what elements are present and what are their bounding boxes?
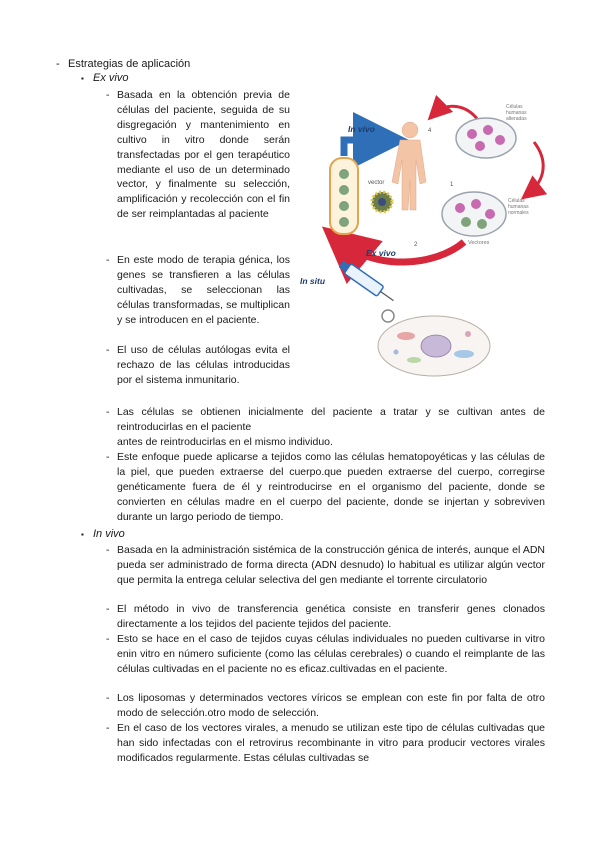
list-item: - Esto se hace en el caso de tejidos cuyas células individuales no pueden cultivarse in vitro enin vitro en número suficiente (como las células cerebrales) o cuando el reimplante de las células cultivadas en el paciente no es eficaz.cultivadas en el paciente. (106, 633, 545, 675)
human-body-icon (392, 122, 426, 210)
altered-cells-label: alteradas (506, 116, 527, 122)
arrow-to-body (434, 106, 478, 120)
in-situ-label: In situ (300, 276, 326, 286)
step-number: 2 (414, 242, 418, 248)
bullet-marker: ▪ (81, 530, 84, 539)
list-item: - Basada en la obtención previa de células del paciente, seguida de su disgregación y mantenimiento en cultivo in vitro donde serán transfectadas por el gen terapéutico mediante el uso de un determinado vector, y finalmente su selección, amplificación y recolección con el fin de ser reimplantadas al paciente (106, 89, 290, 221)
list-item: - Basada en la administración sistémica de la construcción génica de interés, aunque el ADN pueda ser administrado de forma directa (ADN desnudo) lo habitual es utilizar algún vector que permita la entrega celular selectiva del gen mediante el torrente circulatorio (106, 544, 545, 586)
dash-marker: - (106, 603, 110, 615)
list-item: - Las células se obtienen inicialmente del paciente a tratar y se cultivan antes de reintroducirlas en el paciente (106, 406, 545, 433)
step-number: 1 (450, 182, 454, 188)
altered-cells-label: humanas (506, 110, 527, 116)
dash-marker: - (106, 692, 110, 704)
arrow-down-right (528, 142, 543, 194)
dash-marker: - (106, 451, 110, 463)
dash-marker: - (106, 254, 110, 266)
syringe-icon (338, 259, 397, 306)
dash-marker: - (56, 58, 60, 70)
list-item: - En el caso de los vectores virales, a menudo se utilizan este tipo de células cultivadas que han sido infectadas con el retrovirus recombinante in vitro para producir vectores virales modificados regularmente. Estas células cultivadas se (106, 722, 545, 764)
list-item: - El método in vivo de transferencia genética consiste en transferir genes clonados directamente a los tejidos del paciente tejidos del paciente. (106, 603, 545, 630)
dash-marker: - (106, 633, 110, 645)
list-item: - El uso de células autólogas evita el rechazo de las células introducidas por el sistema inmunitario. (106, 344, 290, 386)
normal-cells-dish-icon (442, 192, 506, 236)
list-item: - Los liposomas y determinados vectores víricos se emplean con este fin por falta de otro modo de selección.otro modo de selección. (106, 692, 545, 719)
list-item-continuation: antes de reintroducirlas en el mismo individuo. (117, 436, 333, 448)
ex-vivo-title: Ex vivo (93, 72, 129, 84)
in-vivo-label: In vivo (348, 124, 375, 134)
in-vivo-arrow (344, 140, 388, 156)
dash-marker: - (106, 89, 110, 101)
normal-cells-label: humanas (508, 204, 529, 210)
normal-cells-label: normales (508, 210, 529, 216)
circle-arrow-icon (382, 310, 394, 322)
dash-marker: - (106, 344, 110, 356)
normal-cells-label: Células (508, 198, 525, 204)
gene-therapy-diagram (296, 90, 552, 380)
in-vivo-title: In vivo (93, 528, 125, 540)
section-heading: - Estrategias de aplicación (56, 58, 191, 70)
ex-vivo-label: Ex vivo (366, 248, 396, 258)
step-number: 4 (428, 128, 432, 134)
dash-marker: - (106, 406, 110, 418)
dash-marker: - (106, 544, 110, 556)
virus-vector-icon (372, 192, 392, 212)
list-item: - Este enfoque puede aplicarse a tejidos como las células hematopoyéticas y las células de la piel, que pueden extraerse del cuerpo.que pueden extraerse del cuerpo, corregirse genéticamente fuera de él y reintroducirse en el organismo del paciente, donde se convierten en células madre en el cuerpo del paciente, donde se injertan y sobreviven durante un largo periodo de tiempo. (106, 451, 545, 523)
dash-marker: - (106, 722, 110, 734)
vector-label: vector (368, 180, 385, 186)
altered-cells-dish-icon (456, 118, 516, 158)
list-item: - En este modo de terapia génica, los genes se transfieren a las células cultivadas, se seleccionan las células transformadas, se multiplican y se introducen en el paciente. (106, 254, 290, 326)
ex-vivo-arrow (338, 240, 464, 262)
cell-illustration (378, 316, 490, 376)
bullet-marker: ▪ (81, 74, 84, 83)
vectors-label: Vectores (468, 240, 490, 246)
vector-tube-icon (330, 158, 358, 234)
altered-cells-label: Células (506, 104, 523, 110)
